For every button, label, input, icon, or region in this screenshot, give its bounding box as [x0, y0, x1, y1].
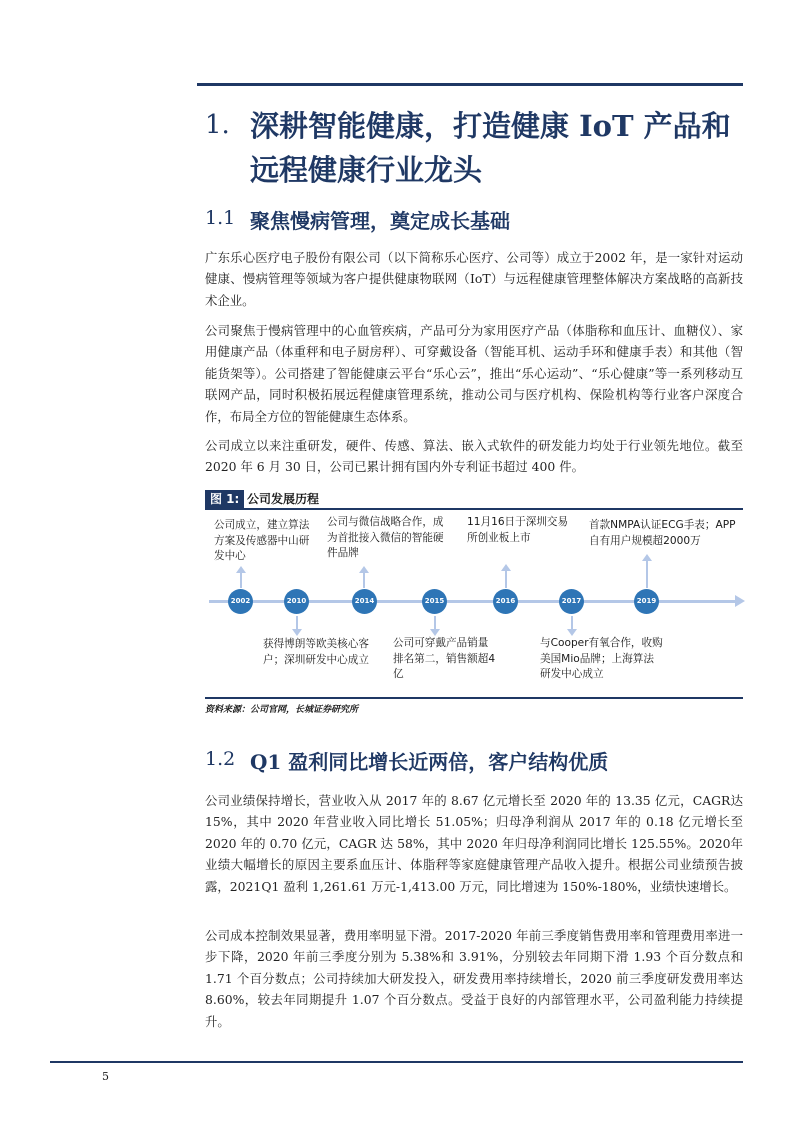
figure-source: 资料来源：公司官网，长城证券研究所 — [205, 705, 359, 715]
figure-title-bar — [205, 490, 743, 510]
figure-title: 公司发展历程 — [247, 492, 320, 506]
footer-rule — [50, 1061, 743, 1063]
year-2015-node: 2015 — [422, 589, 447, 614]
figure-label: 图 1: — [205, 490, 244, 508]
year-2019-node: 2019 — [634, 589, 659, 614]
year-2002-node: 2002 — [228, 589, 253, 614]
arrow-up-2016 — [505, 570, 507, 588]
year-2017-node: 2017 — [559, 589, 584, 614]
heading1-number: 1. — [205, 110, 230, 140]
arrow-down-2015 — [434, 616, 436, 630]
top-rule — [197, 83, 743, 86]
event-2015: 公司可穿戴产品销量排名第二，销售额超4亿 — [393, 637, 496, 680]
arrow-up-2014 — [363, 572, 365, 588]
section1-paragraph-3: 公司成立以来注重研发，硬件、传感、算法、嵌入式软件的研发能力均处于行业领先地位。截至 2020 年 6 月 30 日，公司已累计拥有国内外专利证书超过 400 件。 — [205, 438, 743, 475]
arrow-up-2002 — [240, 572, 242, 588]
section2-title: Q1 盈利同比增长近两倍，客户结构优质 — [250, 750, 609, 774]
section2-paragraph-2: 公司成本控制效果显著，费用率明显下滑。2017-2020 年前三季度销售费用率和管理费用率进一步下降，2020 年前三季度分别为 5.38%和 3.91%，分别较去年同期下滑 1.93 个百分数点和 1.71 个百分数点；公司持续加大研发投入，研发费用率持续增长，2020 前三季度研发费用率达 8.60%，较去年同期提升 1.07 个百分数点。受益于良好的内部管理水平，公司盈利能力持续提升。 — [205, 928, 743, 1029]
heading1-title: 深耕智能健康，打造健康 IoT 产品和远程健康行业龙头 — [250, 109, 731, 187]
year-2010-node: 2010 — [284, 589, 309, 614]
section2-number: 1.2 — [205, 748, 236, 770]
arrow-down-2010 — [296, 616, 298, 630]
year-2016-node: 2016 — [493, 589, 518, 614]
section1-title: 聚焦慢病管理，奠定成长基础 — [250, 209, 510, 233]
section1-number: 1.1 — [205, 207, 236, 229]
section2-paragraph-1: 公司业绩保持增长，营业收入从 2017 年的 8.67 亿元增长至 2020 年的 13.35 亿元，CAGR达 15%，其中 2020 年营业收入同比增长 51.05%；归母净利润从 2017 年的 0.18 亿元增长至 2020 年的 0.70 亿元，CAGR 达 58%，其中 2020 年归母净利润同比增长 125.55%。2020年业绩大幅增长的原因主要系血压计、体脂秤等家庭健康管理产品收入提升。根据公司业绩预告披露，2021Q1 盈利 1,261.61 万元-1,413.00 万元，同比增速为 150%-180%，业绩快速增长。 — [205, 793, 743, 894]
year-2014-node: 2014 — [352, 589, 377, 614]
event-2019: 首款NMPA认证ECG手表；APP自有用户规模超2000万 — [589, 519, 736, 547]
section1-paragraph-1: 广东乐心医疗电子股份有限公司（以下简称乐心医疗、公司等）成立于2002 年，是一家针对运动健康、慢病管理等领域为客户提供健康物联网（IoT）与远程健康管理整体解决方案战略的高新技术企业。 — [205, 250, 743, 308]
event-2002: 公司成立，建立算法方案及传感器中山研发中心 — [214, 519, 310, 562]
event-2014: 公司与微信战略合作，成为首批接入微信的智能硬件品牌 — [327, 516, 444, 559]
event-2016: 11月16日于深圳交易所创业板上市 — [467, 516, 569, 544]
page-number: 5 — [102, 1070, 109, 1083]
development-timeline — [205, 512, 743, 697]
section1-paragraph-2: 公司聚焦于慢病管理中的心血管疾病，产品可分为家用医疗产品（体脂称和血压计、血糖仪）、家用健康产品（体重秤和电子厨房秤）、可穿戴设备（智能耳机、运动手环和健康手表）和其他（智能货架等）。公司搭建了智能健康云平台“乐心云”，推出“乐心运动”、“乐心健康”等一系列移动互联网产品，同时积极拓展远程健康管理系统，推动公司与医疗机构、保险机构等行业客户深度合作，布局全方位的智能健康生态体系。 — [205, 323, 743, 424]
arrow-up-2019 — [646, 560, 648, 588]
arrow-down-2017 — [571, 616, 573, 630]
figure-bottom-rule — [205, 697, 743, 699]
event-2010: 获得博朗等欧美核心客户；深圳研发中心成立 — [263, 638, 369, 666]
event-2017: 与Cooper有氧合作，收购美国Mio品牌；上海算法研发中心成立 — [540, 637, 663, 680]
